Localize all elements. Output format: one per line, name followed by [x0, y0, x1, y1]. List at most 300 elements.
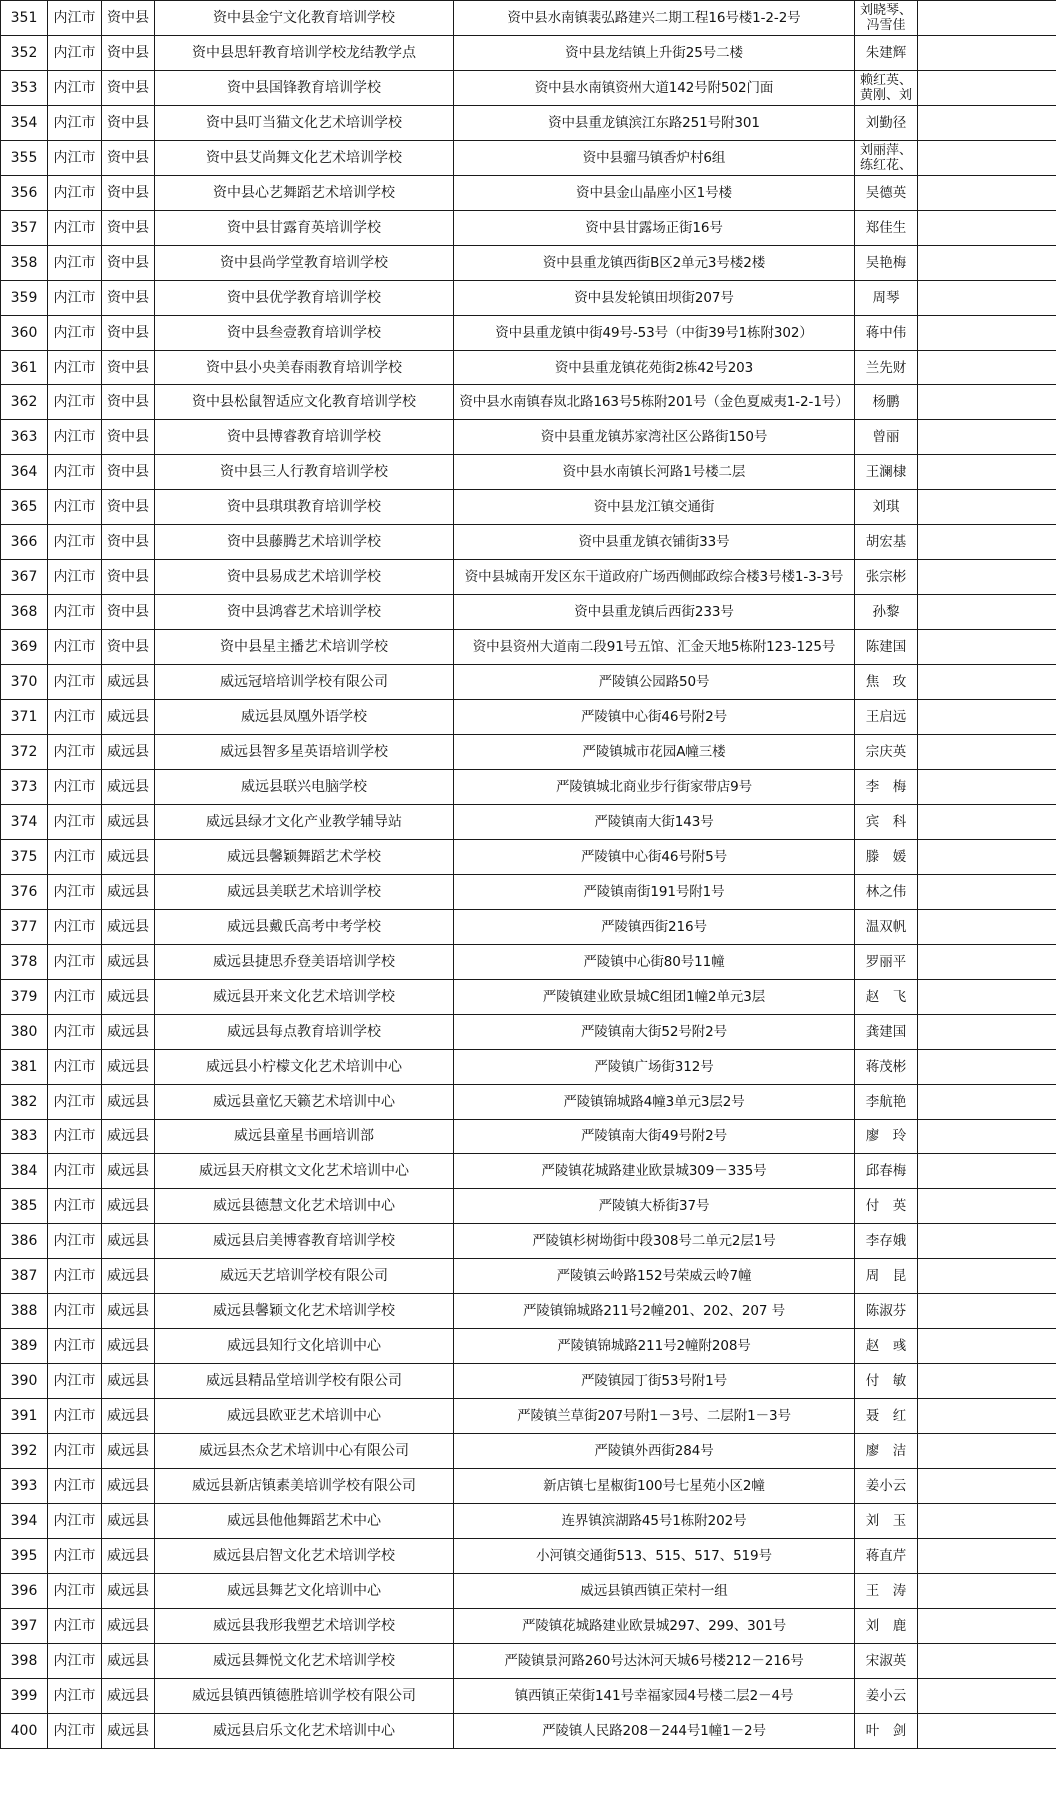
school-name-cell: 资中县琪琪教育培训学校: [155, 490, 454, 525]
table-row: [1, 1259, 1056, 1294]
responsible-person-cell: 李存娥: [855, 1224, 918, 1259]
county-cell: 威远县: [102, 909, 155, 944]
city-cell: 内江市: [48, 1538, 102, 1573]
table-row: [1, 839, 1056, 874]
address-cell: 资中县重龙镇后西街233号: [454, 595, 855, 630]
address-cell: 严陵镇中心街80号11幢: [454, 944, 855, 979]
school-name-cell: 威远县杰众艺术培训中心有限公司: [155, 1434, 454, 1469]
blank-cell: [918, 560, 1056, 595]
responsible-person-cell: 廖 玲: [855, 1119, 918, 1154]
row-number-cell: 399: [1, 1678, 48, 1713]
row-number-cell: 373: [1, 769, 48, 804]
address-cell: 资中县资州大道南二段91号五馆、汇金天地5栋附123-125号: [454, 630, 855, 665]
blank-cell: [918, 490, 1056, 525]
school-name-cell: 威远县德慧文化艺术培训中心: [155, 1189, 454, 1224]
county-cell: 威远县: [102, 1014, 155, 1049]
blank-cell: [918, 280, 1056, 315]
row-number-cell: 369: [1, 630, 48, 665]
city-cell: 内江市: [48, 700, 102, 735]
row-number-cell: 368: [1, 595, 48, 630]
blank-cell: [918, 525, 1056, 560]
table-row: [1, 175, 1056, 210]
row-number-cell: 365: [1, 490, 48, 525]
responsible-person-cell: 周琴: [855, 280, 918, 315]
row-number-cell: 363: [1, 420, 48, 455]
county-cell: 威远县: [102, 1608, 155, 1643]
county-cell: 资中县: [102, 210, 155, 245]
city-cell: 内江市: [48, 1469, 102, 1504]
county-cell: 威远县: [102, 1119, 155, 1154]
blank-cell: [918, 839, 1056, 874]
city-cell: 内江市: [48, 1, 102, 36]
city-cell: 内江市: [48, 1434, 102, 1469]
row-number-cell: 388: [1, 1294, 48, 1329]
address-cell: 严陵镇中心街46号附2号: [454, 700, 855, 735]
address-cell: 严陵镇锦城路211号2幢附208号: [454, 1329, 855, 1364]
row-number-cell: 396: [1, 1573, 48, 1608]
table-row: [1, 1189, 1056, 1224]
county-cell: 资中县: [102, 350, 155, 385]
county-cell: 资中县: [102, 560, 155, 595]
row-number-cell: 389: [1, 1329, 48, 1364]
county-cell: 威远县: [102, 1503, 155, 1538]
row-number-cell: 380: [1, 1014, 48, 1049]
county-cell: 威远县: [102, 1084, 155, 1119]
address-cell: 资中县水南镇长河路1号楼二层: [454, 455, 855, 490]
table-row: [1, 1538, 1056, 1573]
county-cell: 威远县: [102, 1573, 155, 1608]
blank-cell: [918, 1503, 1056, 1538]
school-name-cell: 威远县开来文化艺术培训学校: [155, 979, 454, 1014]
responsible-person-cell: 罗丽平: [855, 944, 918, 979]
responsible-person-cell: 王 涛: [855, 1573, 918, 1608]
responsible-person-cell: 陈建国: [855, 630, 918, 665]
blank-cell: [918, 1713, 1056, 1748]
blank-cell: [918, 769, 1056, 804]
blank-cell: [918, 630, 1056, 665]
city-cell: 内江市: [48, 1573, 102, 1608]
table-row: [1, 280, 1056, 315]
table-row: [1, 1294, 1056, 1329]
row-number-cell: 359: [1, 280, 48, 315]
county-cell: 威远县: [102, 1294, 155, 1329]
school-name-cell: 威远冠培培训学校有限公司: [155, 665, 454, 700]
responsible-person-cell: 张宗彬: [855, 560, 918, 595]
address-cell: 资中县重龙镇花苑街2栋42号203: [454, 350, 855, 385]
city-cell: 内江市: [48, 735, 102, 770]
responsible-person-cell: 赵 彧: [855, 1329, 918, 1364]
school-name-cell: 资中县博睿教育培训学校: [155, 420, 454, 455]
county-cell: 威远县: [102, 700, 155, 735]
school-name-cell: 资中县优学教育培训学校: [155, 280, 454, 315]
blank-cell: [918, 70, 1056, 105]
city-cell: 内江市: [48, 1224, 102, 1259]
row-number-cell: 387: [1, 1259, 48, 1294]
row-number-cell: 360: [1, 315, 48, 350]
county-cell: 资中县: [102, 455, 155, 490]
city-cell: 内江市: [48, 280, 102, 315]
county-cell: 威远县: [102, 1154, 155, 1189]
row-number-cell: 397: [1, 1608, 48, 1643]
city-cell: 内江市: [48, 210, 102, 245]
city-cell: 内江市: [48, 1259, 102, 1294]
address-cell: 严陵镇云岭路152号荣威云岭7幢: [454, 1259, 855, 1294]
table-row: [1, 350, 1056, 385]
blank-cell: [918, 1049, 1056, 1084]
table-row: [1, 1434, 1056, 1469]
city-cell: 内江市: [48, 874, 102, 909]
row-number-cell: 381: [1, 1049, 48, 1084]
county-cell: 威远县: [102, 665, 155, 700]
city-cell: 内江市: [48, 35, 102, 70]
city-cell: 内江市: [48, 944, 102, 979]
county-cell: 威远县: [102, 1434, 155, 1469]
blank-cell: [918, 944, 1056, 979]
blank-cell: [918, 1364, 1056, 1399]
address-cell: 严陵镇花城路建业欧景城297、299、301号: [454, 1608, 855, 1643]
city-cell: 内江市: [48, 315, 102, 350]
city-cell: 内江市: [48, 525, 102, 560]
row-number-cell: 378: [1, 944, 48, 979]
table-row: [1, 1119, 1056, 1154]
row-number-cell: 383: [1, 1119, 48, 1154]
county-cell: 资中县: [102, 280, 155, 315]
address-cell: 资中县发轮镇田坝街207号: [454, 280, 855, 315]
address-cell: 资中县重龙镇苏家湾社区公路街150号: [454, 420, 855, 455]
city-cell: 内江市: [48, 1643, 102, 1678]
city-cell: 内江市: [48, 1399, 102, 1434]
responsible-person-cell: 郑佳生: [855, 210, 918, 245]
table-row: [1, 1573, 1056, 1608]
blank-cell: [918, 1119, 1056, 1154]
school-name-cell: 威远县智多星英语培训学校: [155, 735, 454, 770]
address-cell: 资中县城南开发区东干道政府广场西侧邮政综合楼3号楼1-3-3号: [454, 560, 855, 595]
responsible-person-cell: 王启远: [855, 700, 918, 735]
blank-cell: [918, 700, 1056, 735]
city-cell: 内江市: [48, 804, 102, 839]
row-number-cell: 384: [1, 1154, 48, 1189]
table-row: [1, 1224, 1056, 1259]
school-name-cell: 威远天艺培训学校有限公司: [155, 1259, 454, 1294]
city-cell: 内江市: [48, 595, 102, 630]
row-number-cell: 366: [1, 525, 48, 560]
responsible-person-cell: 刘勤径: [855, 105, 918, 140]
city-cell: 内江市: [48, 70, 102, 105]
responsible-person-cell: 滕 媛: [855, 839, 918, 874]
table-row: [1, 385, 1056, 420]
table-row: [1, 1, 1056, 36]
address-cell: 资中县重龙镇滨江东路251号附301: [454, 105, 855, 140]
school-name-cell: 威远县馨颖舞蹈艺术学校: [155, 839, 454, 874]
school-name-cell: 威远县捷思乔登美语培训学校: [155, 944, 454, 979]
responsible-person-cell: 吴德英: [855, 175, 918, 210]
responsible-person-cell: 宋淑英: [855, 1643, 918, 1678]
school-name-cell: 威远县小柠檬文化艺术培训中心: [155, 1049, 454, 1084]
school-name-cell: 威远县他他舞蹈艺术中心: [155, 1503, 454, 1538]
school-name-cell: 威远县戴氏高考中考学校: [155, 909, 454, 944]
county-cell: 资中县: [102, 630, 155, 665]
city-cell: 内江市: [48, 1154, 102, 1189]
row-number-cell: 382: [1, 1084, 48, 1119]
blank-cell: [918, 1329, 1056, 1364]
county-cell: 资中县: [102, 105, 155, 140]
blank-cell: [918, 665, 1056, 700]
address-cell: 严陵镇锦城路4幢3单元3层2号: [454, 1084, 855, 1119]
table-row: [1, 769, 1056, 804]
county-cell: 威远县: [102, 1643, 155, 1678]
address-cell: 严陵镇杉树坳街中段308号二单元2层1号: [454, 1224, 855, 1259]
row-number-cell: 374: [1, 804, 48, 839]
table-row: [1, 35, 1056, 70]
school-name-cell: 威远县知行文化培训中心: [155, 1329, 454, 1364]
blank-cell: [918, 735, 1056, 770]
responsible-person-cell: 刘晓琴、冯雪佳: [855, 1, 918, 36]
responsible-person-cell: 兰先财: [855, 350, 918, 385]
city-cell: 内江市: [48, 1608, 102, 1643]
responsible-person-cell: 付 敏: [855, 1364, 918, 1399]
address-cell: 严陵镇人民路208－244号1幢1－2号: [454, 1713, 855, 1748]
address-cell: 严陵镇花城路建业欧景城309－335号: [454, 1154, 855, 1189]
county-cell: 资中县: [102, 525, 155, 560]
city-cell: 内江市: [48, 490, 102, 525]
responsible-person-cell: 蒋中伟: [855, 315, 918, 350]
table-row: [1, 630, 1056, 665]
responsible-person-cell: 陈淑芬: [855, 1294, 918, 1329]
county-cell: 威远县: [102, 1678, 155, 1713]
row-number-cell: 370: [1, 665, 48, 700]
city-cell: 内江市: [48, 1049, 102, 1084]
blank-cell: [918, 1469, 1056, 1504]
blank-cell: [918, 1, 1056, 36]
address-cell: 严陵镇南大街49号附2号: [454, 1119, 855, 1154]
row-number-cell: 352: [1, 35, 48, 70]
row-number-cell: 372: [1, 735, 48, 770]
table-row: [1, 455, 1056, 490]
row-number-cell: 371: [1, 700, 48, 735]
county-cell: 资中县: [102, 175, 155, 210]
row-number-cell: 362: [1, 385, 48, 420]
blank-cell: [918, 35, 1056, 70]
blank-cell: [918, 175, 1056, 210]
address-cell: 新店镇七星椒街100号七星苑小区2幢: [454, 1469, 855, 1504]
row-number-cell: 391: [1, 1399, 48, 1434]
table-row: [1, 874, 1056, 909]
table-body: [1, 1, 1056, 1749]
responsible-person-cell: 周 昆: [855, 1259, 918, 1294]
school-name-cell: 威远县每点教育培训学校: [155, 1014, 454, 1049]
table-row: [1, 1678, 1056, 1713]
blank-cell: [918, 1189, 1056, 1224]
responsible-person-cell: 赵 飞: [855, 979, 918, 1014]
blank-cell: [918, 1538, 1056, 1573]
address-cell: 严陵镇中心街46号附5号: [454, 839, 855, 874]
responsible-person-cell: 姜小云: [855, 1678, 918, 1713]
responsible-person-cell: 宾 科: [855, 804, 918, 839]
responsible-person-cell: 蒋直芹: [855, 1538, 918, 1573]
blank-cell: [918, 595, 1056, 630]
address-cell: 资中县龙结镇上升街25号二楼: [454, 35, 855, 70]
table-row: [1, 1049, 1056, 1084]
blank-cell: [918, 140, 1056, 175]
county-cell: 威远县: [102, 1189, 155, 1224]
row-number-cell: 376: [1, 874, 48, 909]
table-row: [1, 735, 1056, 770]
responsible-person-cell: 刘 玉: [855, 1503, 918, 1538]
responsible-person-cell: 孙黎: [855, 595, 918, 630]
responsible-person-cell: 曾丽: [855, 420, 918, 455]
school-name-cell: 资中县国锋教育培训学校: [155, 70, 454, 105]
school-name-cell: 资中县尚学堂教育培训学校: [155, 245, 454, 280]
county-cell: 威远县: [102, 839, 155, 874]
responsible-person-cell: 龚建国: [855, 1014, 918, 1049]
address-cell: 资中县金山晶座小区1号楼: [454, 175, 855, 210]
table-row: [1, 944, 1056, 979]
row-number-cell: 367: [1, 560, 48, 595]
responsible-person-cell: 林之伟: [855, 874, 918, 909]
address-cell: 严陵镇广场街312号: [454, 1049, 855, 1084]
school-name-cell: 资中县松鼠智适应文化教育培训学校: [155, 385, 454, 420]
responsible-person-cell: 焦 玫: [855, 665, 918, 700]
row-number-cell: 395: [1, 1538, 48, 1573]
school-name-cell: 威远县绿才文化产业教学辅导站: [155, 804, 454, 839]
responsible-person-cell: 杨鹏: [855, 385, 918, 420]
school-name-cell: 资中县三人行教育培训学校: [155, 455, 454, 490]
row-number-cell: 394: [1, 1503, 48, 1538]
row-number-cell: 353: [1, 70, 48, 105]
county-cell: 威远县: [102, 874, 155, 909]
responsible-person-cell: 李航艳: [855, 1084, 918, 1119]
blank-cell: [918, 1643, 1056, 1678]
responsible-person-cell: 吴艳梅: [855, 245, 918, 280]
table-row: [1, 105, 1056, 140]
county-cell: 威远县: [102, 804, 155, 839]
table-row: [1, 595, 1056, 630]
row-number-cell: 386: [1, 1224, 48, 1259]
school-name-cell: 资中县小央美春雨教育培训学校: [155, 350, 454, 385]
address-cell: 严陵镇外西街284号: [454, 1434, 855, 1469]
row-number-cell: 385: [1, 1189, 48, 1224]
city-cell: 内江市: [48, 1678, 102, 1713]
school-name-cell: 资中县鸿睿艺术培训学校: [155, 595, 454, 630]
city-cell: 内江市: [48, 979, 102, 1014]
blank-cell: [918, 1608, 1056, 1643]
table-row: [1, 1503, 1056, 1538]
address-cell: 严陵镇锦城路211号2幢201、202、207 号: [454, 1294, 855, 1329]
school-name-cell: 资中县叮当猫文化艺术培训学校: [155, 105, 454, 140]
school-name-cell: 威远县舞艺文化培训中心: [155, 1573, 454, 1608]
responsible-person-cell: 李 梅: [855, 769, 918, 804]
school-name-cell: 威远县启智文化艺术培训学校: [155, 1538, 454, 1573]
city-cell: 内江市: [48, 385, 102, 420]
row-number-cell: 356: [1, 175, 48, 210]
county-cell: 威远县: [102, 735, 155, 770]
school-name-cell: 威远县天府棋文文化艺术培训中心: [155, 1154, 454, 1189]
city-cell: 内江市: [48, 839, 102, 874]
address-cell: 严陵镇景河路260号达沐河天城6号楼212－216号: [454, 1643, 855, 1678]
address-cell: 威远县镇西镇正荣村一组: [454, 1573, 855, 1608]
table-row: [1, 804, 1056, 839]
row-number-cell: 358: [1, 245, 48, 280]
responsible-person-cell: 赖红英、黄刚、刘: [855, 70, 918, 105]
school-name-cell: 威远县美联艺术培训学校: [155, 874, 454, 909]
address-cell: 严陵镇城市花园A幢三楼: [454, 735, 855, 770]
table-row: [1, 1469, 1056, 1504]
address-cell: 资中县骝马镇香炉村6组: [454, 140, 855, 175]
school-name-cell: 资中县心艺舞蹈艺术培训学校: [155, 175, 454, 210]
table-row: [1, 1014, 1056, 1049]
blank-cell: [918, 455, 1056, 490]
city-cell: 内江市: [48, 560, 102, 595]
table-row: [1, 245, 1056, 280]
table-row: [1, 210, 1056, 245]
city-cell: 内江市: [48, 105, 102, 140]
responsible-person-cell: 付 英: [855, 1189, 918, 1224]
school-name-cell: 威远县镇西镇德胜培训学校有限公司: [155, 1678, 454, 1713]
blank-cell: [918, 385, 1056, 420]
blank-cell: [918, 1154, 1056, 1189]
county-cell: 资中县: [102, 1, 155, 36]
school-name-cell: 资中县叁壹教育培训学校: [155, 315, 454, 350]
row-number-cell: 393: [1, 1469, 48, 1504]
blank-cell: [918, 420, 1056, 455]
blank-cell: [918, 315, 1056, 350]
county-cell: 威远县: [102, 1469, 155, 1504]
school-name-cell: 资中县星主播艺术培训学校: [155, 630, 454, 665]
address-cell: 严陵镇南大街143号: [454, 804, 855, 839]
city-cell: 内江市: [48, 665, 102, 700]
city-cell: 内江市: [48, 769, 102, 804]
table-row: [1, 1154, 1056, 1189]
county-cell: 资中县: [102, 420, 155, 455]
responsible-person-cell: 叶 剑: [855, 1713, 918, 1748]
city-cell: 内江市: [48, 420, 102, 455]
county-cell: 资中县: [102, 70, 155, 105]
responsible-person-cell: 廖 洁: [855, 1434, 918, 1469]
blank-cell: [918, 1573, 1056, 1608]
blank-cell: [918, 105, 1056, 140]
address-cell: 小河镇交通街513、515、517、519号: [454, 1538, 855, 1573]
address-cell: 资中县水南镇资州大道142号附502门面: [454, 70, 855, 105]
county-cell: 威远县: [102, 1538, 155, 1573]
address-cell: 严陵镇兰草街207号附1－3号、二层附1－3号: [454, 1399, 855, 1434]
city-cell: 内江市: [48, 1119, 102, 1154]
city-cell: 内江市: [48, 1713, 102, 1748]
school-name-cell: 资中县甘露育英培训学校: [155, 210, 454, 245]
blank-cell: [918, 1259, 1056, 1294]
responsible-person-cell: 王澜棣: [855, 455, 918, 490]
address-cell: 连界镇滨湖路45号1栋附202号: [454, 1503, 855, 1538]
responsible-person-cell: 刘 鹿: [855, 1608, 918, 1643]
address-cell: 严陵镇建业欧景城C组团1幢2单元3层: [454, 979, 855, 1014]
address-cell: 资中县龙江镇交通街: [454, 490, 855, 525]
table-row: [1, 1084, 1056, 1119]
responsible-person-cell: 宗庆英: [855, 735, 918, 770]
school-name-cell: 威远县联兴电脑学校: [155, 769, 454, 804]
table-row: [1, 1329, 1056, 1364]
responsible-person-cell: 温双帆: [855, 909, 918, 944]
county-cell: 威远县: [102, 944, 155, 979]
county-cell: 威远县: [102, 1329, 155, 1364]
address-cell: 严陵镇公园路50号: [454, 665, 855, 700]
responsible-person-cell: 朱建辉: [855, 35, 918, 70]
city-cell: 内江市: [48, 455, 102, 490]
address-cell: 镇西镇正荣街141号幸福家园4号楼二层2－4号: [454, 1678, 855, 1713]
school-name-cell: 威远县凤凰外语学校: [155, 700, 454, 735]
county-cell: 威远县: [102, 1364, 155, 1399]
county-cell: 威远县: [102, 1713, 155, 1748]
table-row: [1, 1608, 1056, 1643]
city-cell: 内江市: [48, 1189, 102, 1224]
